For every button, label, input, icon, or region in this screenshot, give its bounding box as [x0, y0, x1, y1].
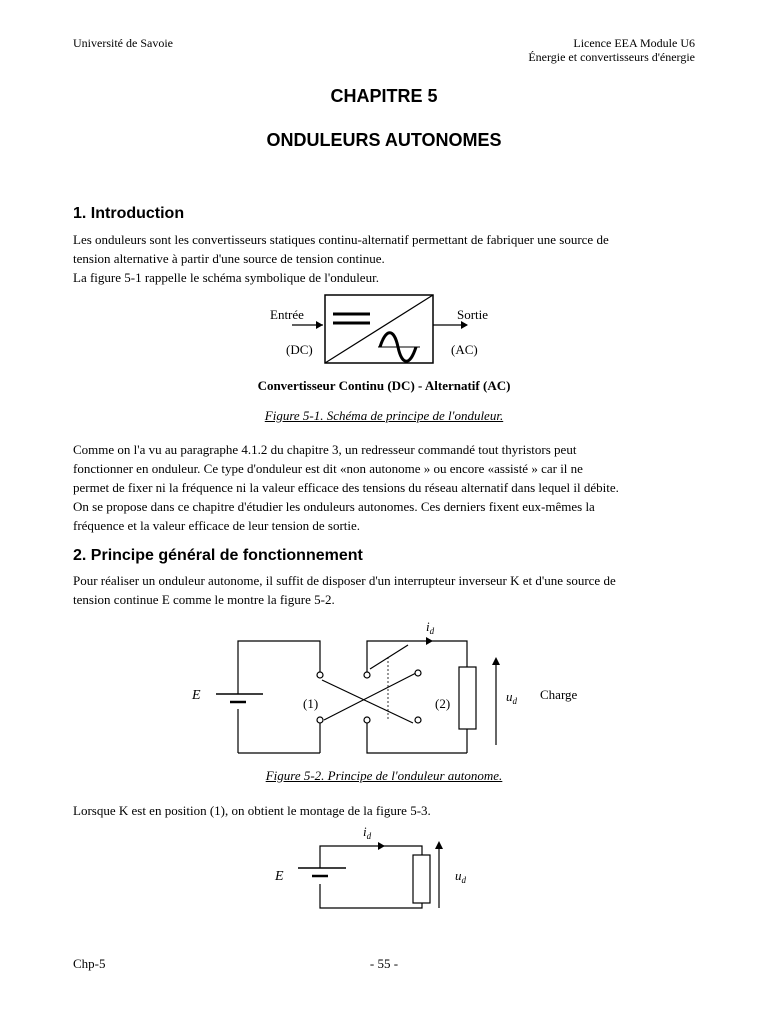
contact: [317, 717, 323, 723]
contact: [317, 672, 323, 678]
section1-heading: 1. Introduction: [73, 205, 185, 222]
figure-5-2-caption: Figure 5-2. Principe de l'onduleur autonome.: [265, 768, 503, 783]
text-line: permet de fixer ni la fréquence ni la valeur efficace des tensions du réseau alternatif dans lequel il débite.: [73, 480, 619, 495]
text-line: La figure 5-1 rappelle le schéma symbolique de l'onduleur.: [73, 270, 379, 285]
current-label: [363, 824, 372, 841]
current-arrowhead: [426, 637, 433, 645]
paragraph-3: Lorsque K est en position (1), on obtient le montage de la figure 5-3.: [73, 803, 431, 818]
voltage-subscript: d: [461, 875, 466, 885]
output-arrowhead: [461, 321, 468, 329]
current-symbol: i: [426, 619, 430, 634]
input-arrowhead: [316, 321, 323, 329]
text-line: Les onduleurs sont les convertisseurs statiques continu-alternatif permettant de fabriquer une source de: [73, 232, 609, 247]
voltage-symbol: u: [506, 689, 513, 704]
input-label: Entrée: [270, 307, 304, 322]
load-label: Charge: [540, 687, 578, 702]
voltage-label: [506, 689, 518, 706]
footer-page-number: - 55 -: [369, 956, 399, 971]
current-label: [426, 619, 435, 636]
source-label: E: [192, 688, 201, 703]
contact: [364, 717, 370, 723]
diagonal-line: [325, 295, 433, 363]
wire: [367, 720, 467, 753]
contact: [415, 670, 421, 676]
current-symbol: i: [363, 824, 367, 839]
switch-lever: [370, 645, 408, 669]
voltage-subscript: d: [512, 696, 517, 706]
voltage-arrowhead: [435, 841, 443, 849]
text-line: On se propose dans ce chapitre d'étudier les onduleurs autonomes. Ces derniers fixent eux-mêmes la: [73, 499, 595, 514]
section2-paragraph: [73, 571, 695, 609]
position-1-label: (1): [303, 696, 319, 711]
text-line: tension alternative à partir d'une source de tension continue.: [73, 251, 385, 266]
footer-chapter: Chp-5: [73, 956, 106, 971]
figure-5-1-caption: Figure 5-1. Schéma de principe de l'onduleur.: [264, 408, 504, 423]
figure-5-3-diagram: [0, 822, 768, 917]
figure-5-1-subtitle: Convertisseur Continu (DC) - Alternatif (AC): [257, 378, 511, 393]
input-type: (DC): [286, 342, 313, 357]
position-2-label: (2): [435, 696, 451, 711]
text-line: fonctionner en onduleur. Ce type d'onduleur est dit «non autonome » ou encore «assisté » car il ne: [73, 461, 583, 476]
section1-paragraph: [73, 230, 695, 287]
voltage-symbol: u: [455, 868, 462, 883]
wire: [320, 884, 422, 908]
text-line: tension continue E comme le montre la figure 5-2.: [73, 592, 335, 607]
figure-5-1-diagram: [0, 290, 768, 370]
load-resistor: [413, 855, 430, 903]
voltage-label: [455, 868, 467, 885]
header-right-line2: Énergie et convertisseurs d'énergie: [528, 50, 695, 64]
section2-heading: 2. Principe général de fonctionnement: [73, 547, 363, 564]
switch-crossing: [324, 673, 416, 720]
output-label: Sortie: [457, 307, 489, 322]
contact: [415, 717, 421, 723]
paragraph-2: [73, 440, 695, 535]
chapter-title: ONDULEURS AUTONOMES: [266, 130, 502, 150]
output-type: (AC): [451, 342, 478, 357]
header-left: Université de Savoie: [73, 36, 173, 50]
source-label: E: [275, 869, 284, 884]
load-resistor: [459, 667, 476, 729]
figure-5-2-diagram: [0, 615, 768, 765]
header-right-line1: Licence EEA Module U6: [573, 36, 695, 50]
text-line: Comme on l'a vu au paragraphe 4.1.2 du chapitre 3, un redresseur commandé tout thyristors peut: [73, 442, 577, 457]
contact: [364, 672, 370, 678]
wire: [320, 846, 422, 868]
voltage-arrowhead: [492, 657, 500, 665]
current-arrowhead: [378, 842, 385, 850]
chapter-number: CHAPITRE 5: [330, 86, 438, 106]
current-subscript: d: [366, 831, 372, 841]
current-subscript: d: [429, 626, 435, 636]
wire: [238, 641, 320, 694]
text-line: fréquence et la valeur efficace de leur tension de sortie.: [73, 518, 361, 533]
text-line: Pour réaliser un onduleur autonome, il suffit de disposer d'un interrupteur inverseur K et d'une source de: [73, 573, 616, 588]
